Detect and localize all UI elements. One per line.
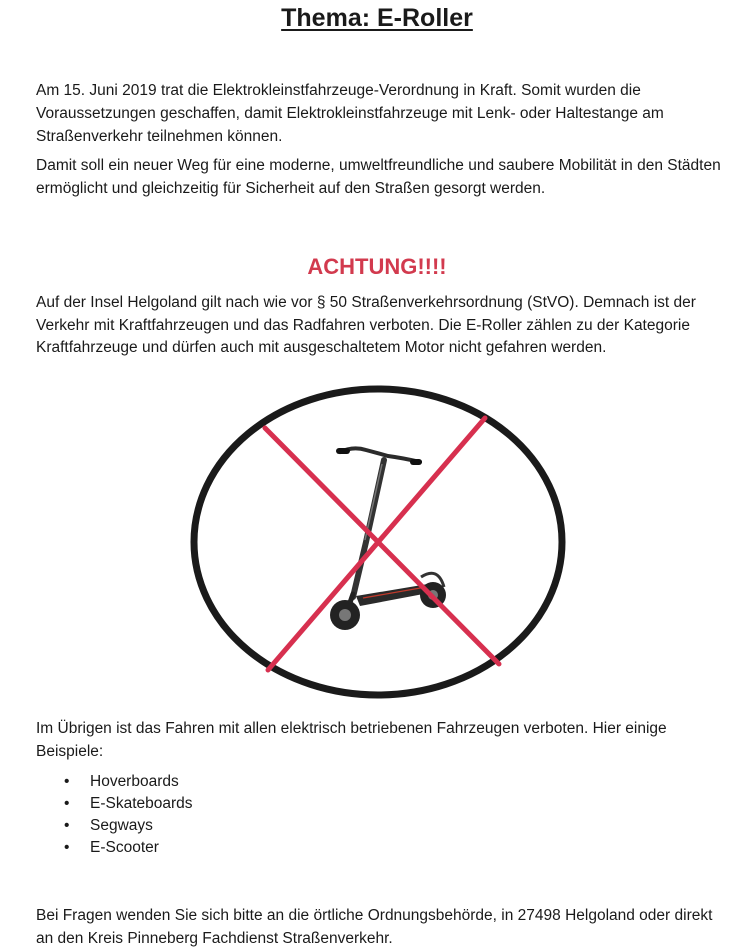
warning-heading: ACHTUNG!!!! [307,254,447,279]
list-item [56,771,193,793]
page-title-text: Thema: E-Roller [281,4,473,32]
list-item [56,793,193,815]
bullet-icon: • [64,795,70,812]
bullet-icon: • [64,839,70,856]
list-item [56,815,193,837]
list-item-label: Hoverboards [90,773,179,790]
cross-line-2 [268,418,485,670]
list-item [56,837,193,859]
intro-paragraph-1: Am 15. Juni 2019 trat die Elektrokleinstfahrzeuge-Verordnung in Kraft. Somit wurden die Voraussetzungen geschaffen, damit Elektrokleinstfahrzeuge mit Lenk- oder Haltestange am Straßenverkehr teilnehmen können. [36,82,664,145]
scooter-front-hub [339,609,351,621]
contact-paragraph: Bei Fragen wenden Sie sich bitte an die örtliche Ordnungsbehörde, in 27498 Helgoland oder direkt an den Kreis Pinneberg Fachdienst Straßenverkehr. [36,907,713,947]
e-scooter-icon [330,448,446,630]
scooter-stem [353,460,384,597]
intro-paragraph-2: Damit soll ein neuer Weg für eine moderne, umweltfreundliche und saubere Mobilität in den Städten ermöglicht und gleichzeitig für Sicherheit auf den Straßen gesorgt werden. [36,157,721,197]
warning-text: Auf der Insel Helgoland gilt nach wie vor § 50 Straßenverkehrsordnung (StVO). Demnach ist der Verkehr mit Kraftfahrzeugen und das Radfahren verboten. Die E-Roller zählen zu der Kategorie Kraftfahrzeuge und dürfen auch mit ausgeschaltetem Motor nicht gefahren werden. [36,294,696,356]
list-item-label: E-Scooter [90,839,159,856]
list-item-label: E-Skateboards [90,795,193,812]
page-title [0,2,754,34]
bullet-icon: • [64,773,70,790]
list-item-label: Segways [90,817,153,834]
scooter-grip-left [336,448,350,454]
bullet-icon: • [64,817,70,834]
scooter-grip-right [410,459,422,465]
e-scooter-prohibited-icon [188,382,568,702]
examples-list [56,771,193,859]
examples-intro: Im Übrigen ist das Fahren mit allen elektrisch betriebenen Fahrzeugen verboten. Hier einige Beispiele: [36,720,667,760]
scooter-handlebar [340,448,420,462]
